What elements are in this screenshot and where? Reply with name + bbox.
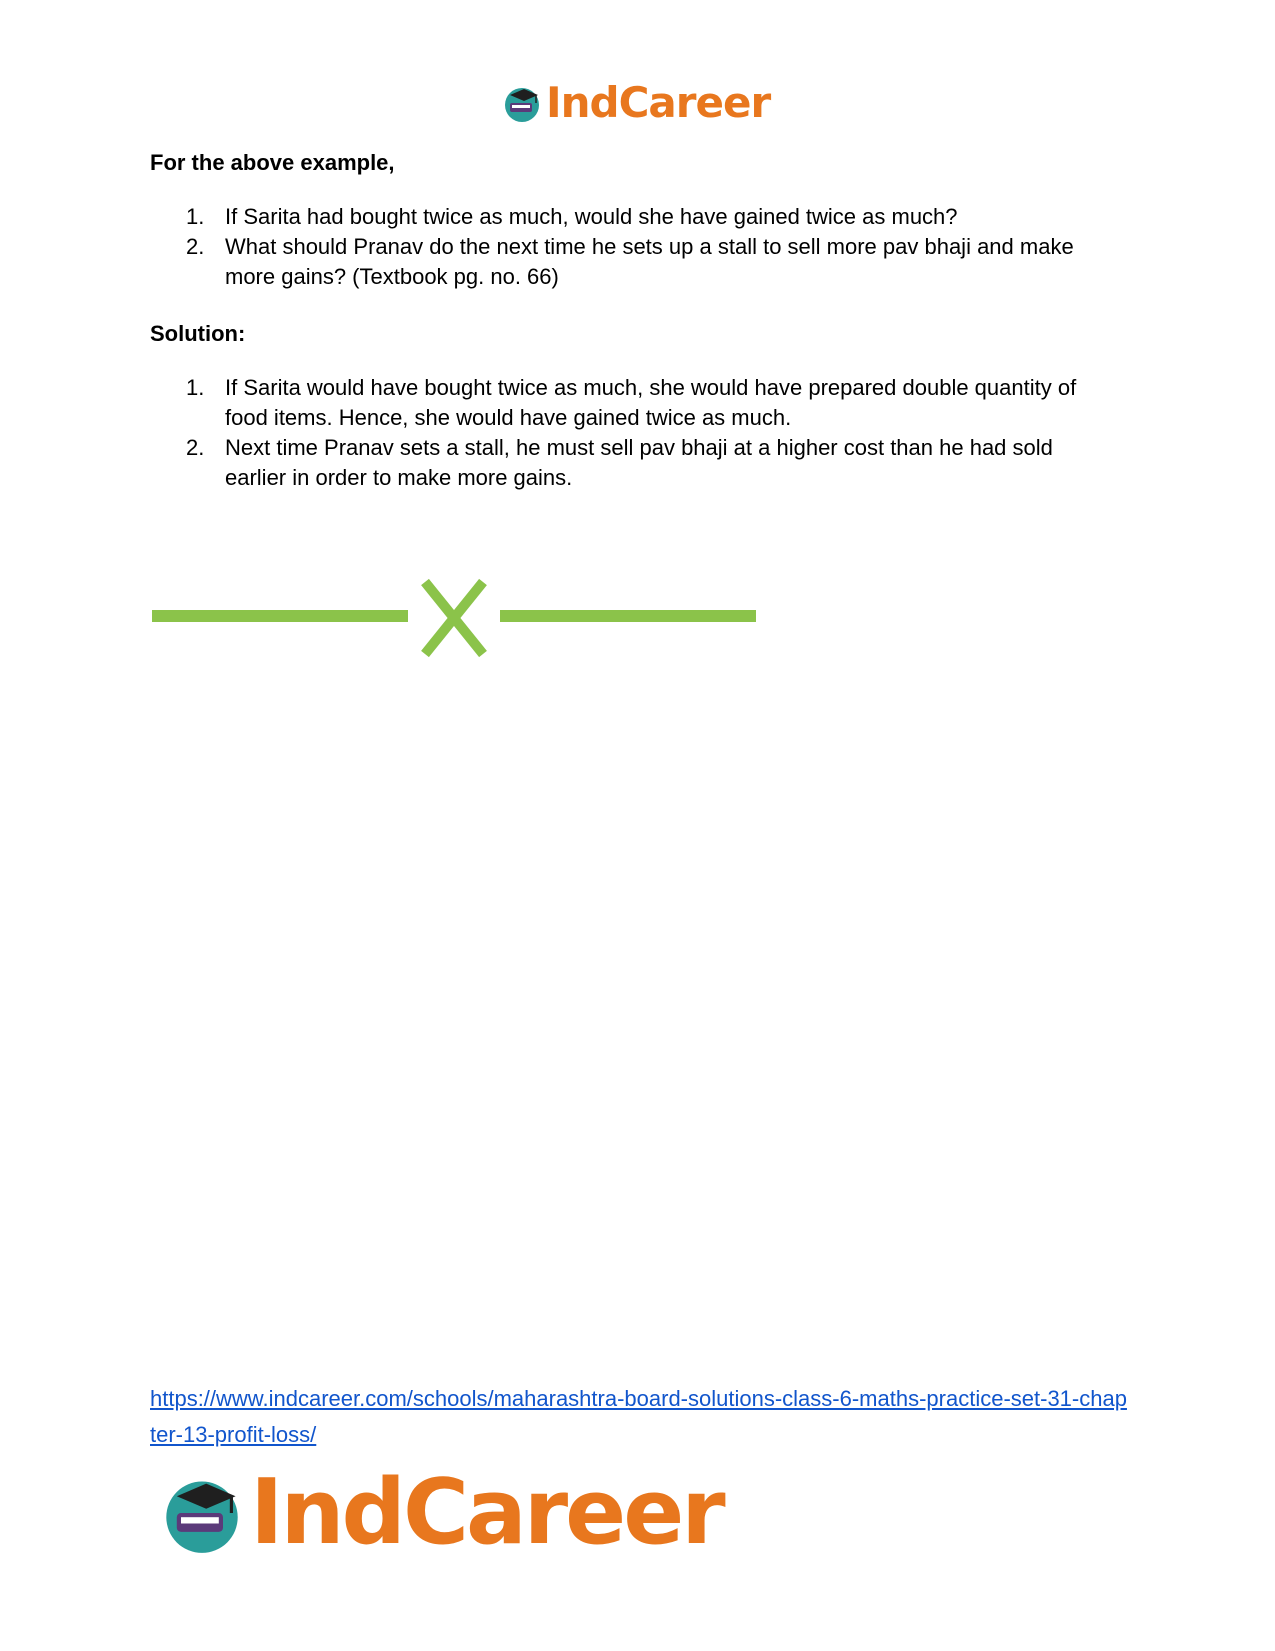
x-mark-icon [425,582,483,654]
list-item [150,433,1120,493]
list-item-text: What should Pranav do the next time he sets up a stall to sell more pav bhaji and make more gains? (Textbook pg. no. 66) [225,234,1074,289]
list-item [150,232,1120,292]
footer-logo [160,1460,723,1565]
logo-globe-icon [502,83,542,123]
list-number: 2. [186,234,205,259]
list-item-text: Next time Pranav sets a stall, he must sell pav bhaji at a higher cost than he had sold earlier in order to make more gains. [225,435,1053,490]
list-item [150,373,1120,433]
list-item-text: If Sarita would have bought twice as much, she would have prepared double quantity of food items. Hence, she would have gained twice as much. [225,375,1077,430]
solution-list [150,373,1120,493]
divider-graphic [150,578,760,658]
source-url-link[interactable]: https://www.indcareer.com/schools/maharashtra-board-solutions-class-6-maths-practice-set-31-chapter-13-profit-loss/ [150,1386,1127,1447]
logo-text: IndCareer [250,1460,723,1565]
logo-globe-icon [160,1471,244,1555]
list-item-text: If Sarita had bought twice as much, would she have gained twice as much? [225,204,958,229]
list-number: 1. [186,204,205,229]
list-item [150,202,1120,232]
questions-list [150,202,1120,292]
list-number: 2. [186,435,205,460]
header-logo [502,78,771,127]
solution-heading: Solution: [150,321,246,346]
questions-heading: For the above example, [150,150,395,175]
section-divider [150,578,760,663]
logo-text: IndCareer [546,78,771,127]
list-number: 1. [186,375,205,400]
